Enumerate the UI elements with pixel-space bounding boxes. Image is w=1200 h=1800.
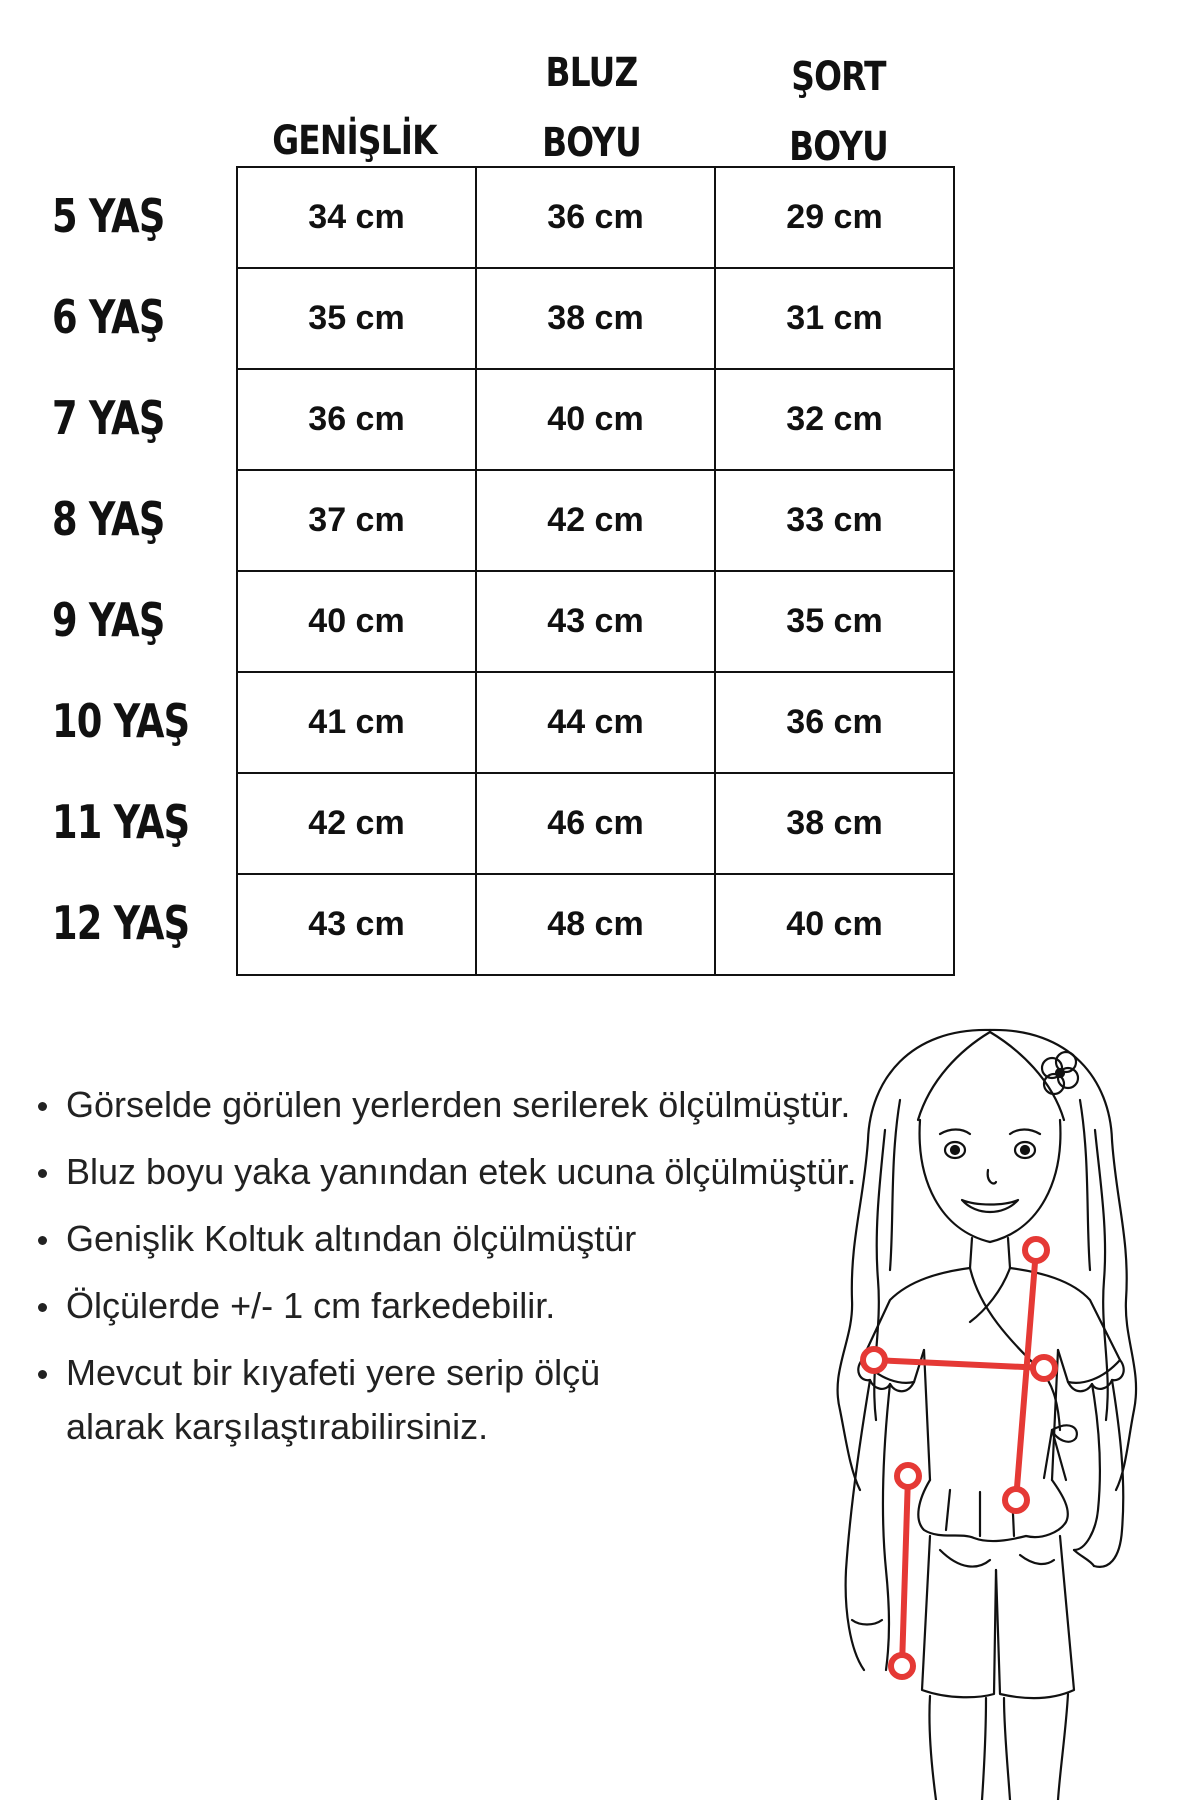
table-cell: 32 cm — [715, 369, 954, 470]
table-cell: 36 cm — [476, 167, 715, 268]
row-label-12: 12 YAŞ — [52, 896, 190, 950]
table-row — [237, 268, 954, 369]
table-cell: 36 cm — [237, 369, 476, 470]
table-cell: 44 cm — [476, 672, 715, 773]
row-label-5: 5 YAŞ — [52, 189, 165, 243]
table-cell: 37 cm — [237, 470, 476, 571]
row-label-8: 8 YAŞ — [52, 492, 165, 546]
table-row — [237, 874, 954, 975]
list-item: Bluz boyu yaka yanından etek ucuna ölçülmüştür. — [34, 1145, 934, 1199]
column-header-line2: BOYU — [542, 120, 641, 166]
table-row — [237, 470, 954, 571]
column-header-line2: GENİŞLİK — [272, 118, 437, 164]
column-header-line1: ŞORT — [791, 54, 886, 100]
row-label-10: 10 YAŞ — [52, 694, 190, 748]
table-cell: 40 cm — [476, 369, 715, 470]
column-header-sort-boyu — [741, 42, 935, 182]
list-item: Mevcut bir kıyafeti yere serip ölçü alarak karşılaştırabilirsiniz. — [34, 1346, 656, 1454]
table-cell: 41 cm — [237, 672, 476, 773]
table-row — [237, 571, 954, 672]
row-label-7: 7 YAŞ — [52, 391, 165, 445]
list-item: Ölçülerde +/- 1 cm farkedebilir. — [34, 1279, 934, 1333]
measurement-notes — [34, 1078, 934, 1467]
row-label-6: 6 YAŞ — [52, 290, 165, 344]
list-item: Görselde görülen yerlerden serilerek ölçülmüştür. — [34, 1078, 934, 1132]
table-cell: 42 cm — [237, 773, 476, 874]
list-item: Genişlik Koltuk altından ölçülmüştür — [34, 1212, 934, 1266]
table-cell: 38 cm — [476, 268, 715, 369]
table-cell: 48 cm — [476, 874, 715, 975]
column-header-line2: BOYU — [789, 124, 888, 170]
table-row — [237, 672, 954, 773]
column-header-line1: BLUZ — [545, 50, 638, 96]
table-row — [237, 773, 954, 874]
table-cell: 33 cm — [715, 470, 954, 571]
table-cell: 40 cm — [237, 571, 476, 672]
row-label-9: 9 YAŞ — [52, 593, 165, 647]
table-cell: 35 cm — [237, 268, 476, 369]
table-cell: 35 cm — [715, 571, 954, 672]
table-cell: 43 cm — [237, 874, 476, 975]
table-cell: 40 cm — [715, 874, 954, 975]
table-cell: 42 cm — [476, 470, 715, 571]
table-cell: 43 cm — [476, 571, 715, 672]
column-header-bluz-boyu — [494, 38, 688, 178]
table-row — [237, 369, 954, 470]
table-cell: 46 cm — [476, 773, 715, 874]
table-cell: 34 cm — [237, 167, 476, 268]
table-cell: 36 cm — [715, 672, 954, 773]
table-cell: 29 cm — [715, 167, 954, 268]
table-cell: 31 cm — [715, 268, 954, 369]
row-label-11: 11 YAŞ — [52, 795, 190, 849]
table-cell: 38 cm — [715, 773, 954, 874]
size-chart-table — [236, 166, 955, 976]
table-row — [237, 167, 954, 268]
